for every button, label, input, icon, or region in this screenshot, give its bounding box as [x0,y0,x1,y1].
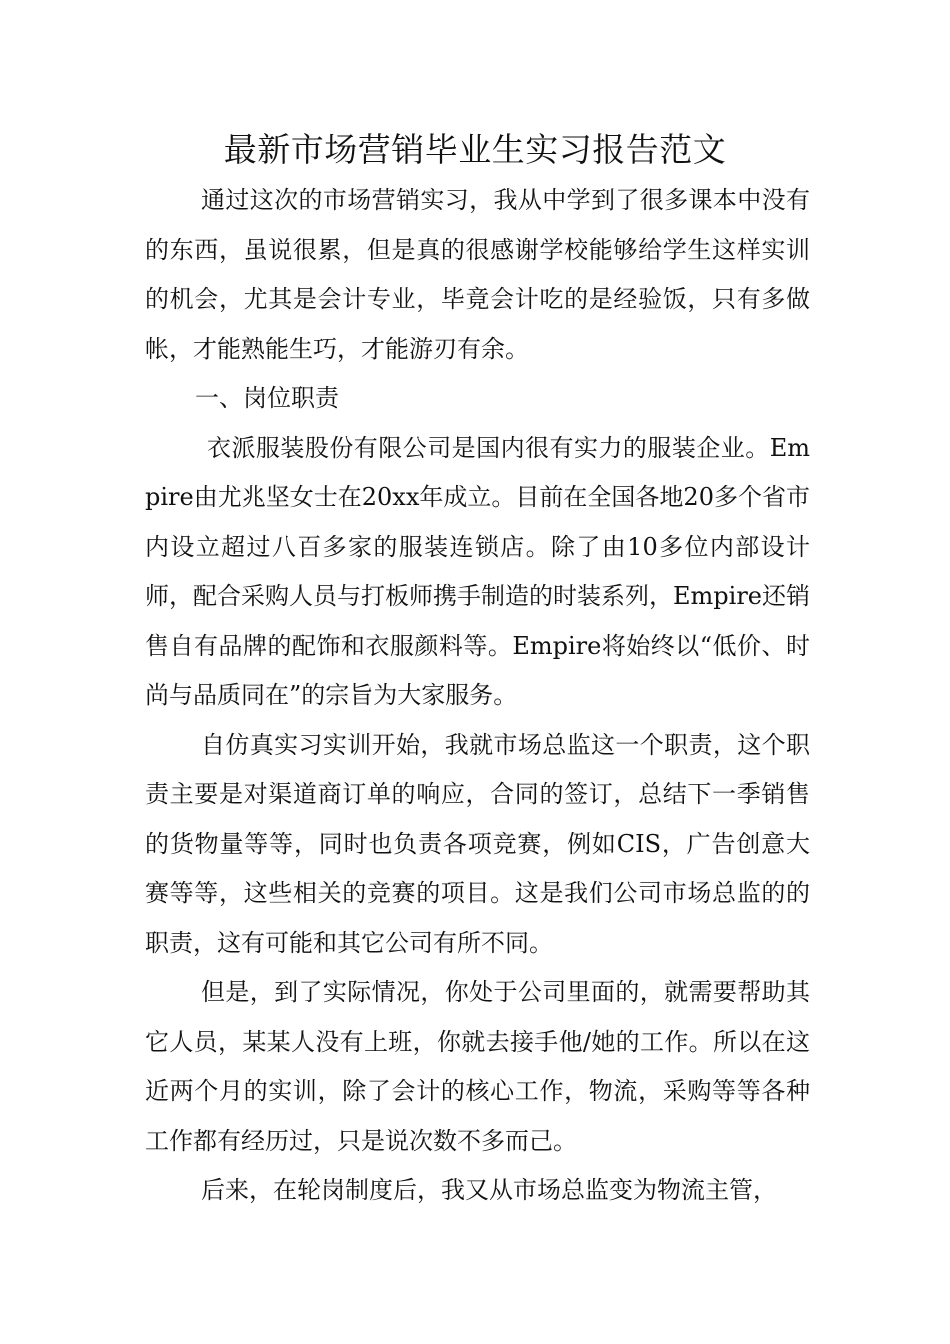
paragraph-company: 衣派服装股份有限公司是国内很有实力的服装企业。Empire由尤兆坚女士在20xx年成立。目前在全国各地20多个省市内设立超过八百多家的服装连锁店。除了由10多位内部设计师，配合采购人员与打板师携手制造的时装系列，Empire还销售自有品牌的配饰和衣服颜料等。Empire将始终以“低价、时尚与品质同在”的宗旨为大家服务。 [145,433,810,709]
paragraph-intro: 通过这次的市场营销实习，我从中学到了很多课本中没有的东西，虽说很累，但是真的很感谢学校能够给学生这样实训的机会，尤其是会计专业，毕竟会计吃的是经验饭，只有多做帐，才能熟能生巧，才能游刃有余。 [145,186,810,363]
paragraph-role: 自仿真实习实训开始，我就市场总监这一个职责，这个职责主要是对渠道商订单的响应，合同的签订，总结下一季销售的货物量等等，同时也负责各项竞赛，例如CIS，广告创意大赛等等，这些相关的竞赛的项目。这是我们公司市场总监的的职责，这有可能和其它公司有所不同。 [145,730,810,957]
section-heading-duties: 一、岗位职责 [195,384,339,412]
document-body [145,176,810,1216]
document-title: 最新市场营销毕业生实习报告范文 [223,130,727,169]
paragraph-rotation: 后来，在轮岗制度后，我又从市场总监变为物流主管， [201,1176,777,1204]
paragraph-reality: 但是，到了实际情况，你处于公司里面的，就需要帮助其它人员，某某人没有上班，你就去接手他/她的工作。所以在这近两个月的实训，除了会计的核心工作，物流，采购等等各种工作都有经历过，只是说次数不多而己。 [145,978,810,1155]
